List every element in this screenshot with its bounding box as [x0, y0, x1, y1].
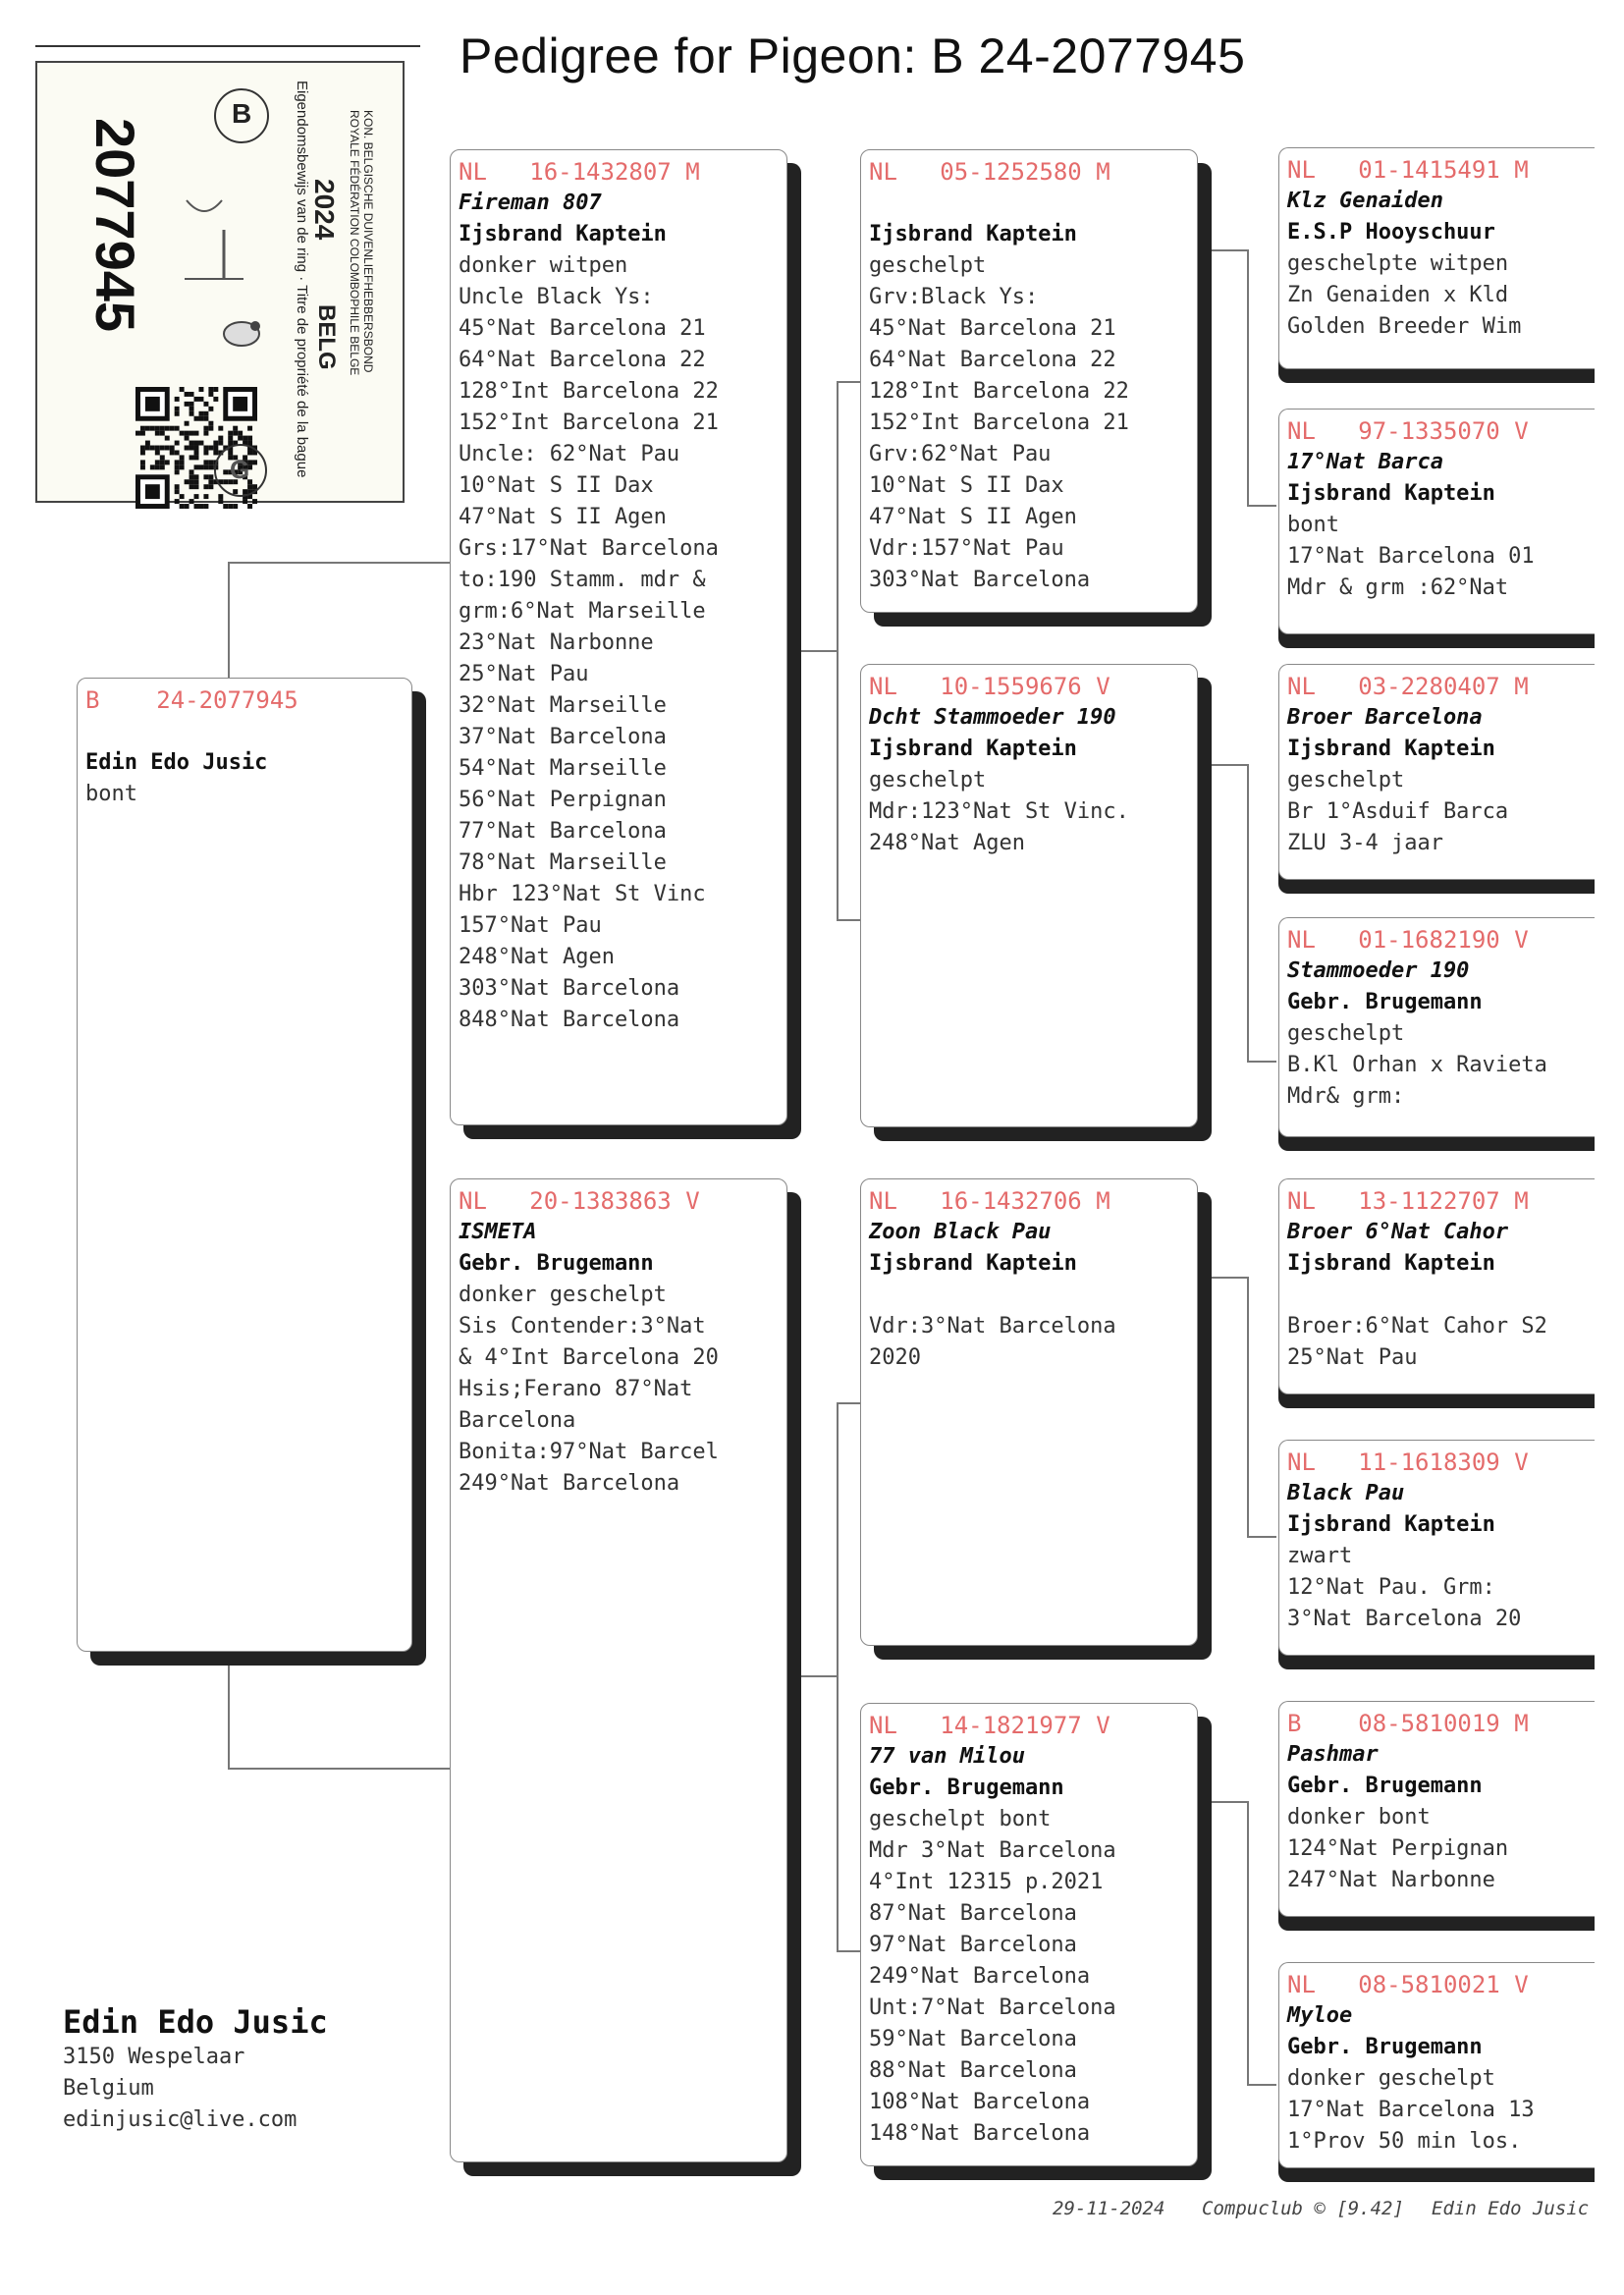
breeder-name: Ijsbrand Kaptein	[1287, 481, 1495, 506]
pigeon-info-line: donker geschelpt	[459, 1283, 667, 1307]
ring-id: NL 11-1618309 V	[1287, 1448, 1529, 1476]
pigeon-info-line: 59°Nat Barcelona	[869, 2027, 1077, 2051]
pigeon-name: Pashmar	[1287, 1742, 1379, 1767]
breeder-name: Gebr. Brugemann	[459, 1251, 654, 1276]
pigeon-info-line: 1°Prov 50 min los.	[1287, 2129, 1522, 2154]
great-grandparent-card-4	[1278, 917, 1595, 1137]
pigeon-info-line: Sis Contender:3°Nat	[459, 1314, 706, 1339]
pigeon-info-line: Grv:Black Ys:	[869, 285, 1039, 309]
breeder-name: Ijsbrand Kaptein	[459, 222, 667, 246]
pigeon-info-line: donker bont	[1287, 1805, 1431, 1830]
pigeon-name: 77 van Milou	[869, 1744, 1025, 1769]
pigeon-info-line: Bonita:97°Nat Barcel	[459, 1440, 719, 1464]
ring-federation-nl: KON. BELGISCHE DUIVENLIEFHEBBERSBOND	[361, 110, 375, 373]
pigeon-info-line: Vdr:157°Nat Pau	[869, 536, 1064, 561]
pigeon-name: Edin Edo Jusic	[85, 750, 268, 775]
pigeon-info-line	[869, 1280, 1189, 1311]
ring-id: NL 03-2280407 M	[1287, 673, 1529, 700]
globe-logo-icon: G	[214, 444, 267, 497]
pigeon-info-line: 4°Int 12315 p.2021	[869, 1870, 1104, 1894]
connector	[801, 650, 837, 652]
owner-address: 3150 Wespelaar	[63, 2045, 245, 2069]
pigeon-name: ISMETA	[459, 1220, 537, 1244]
pigeon-info-line: donker geschelpt	[1287, 2066, 1495, 2091]
breeder-name: Ijsbrand Kaptein	[869, 737, 1077, 761]
pigeon-info-line: 17°Nat Barcelona 01	[1287, 544, 1535, 569]
sire-card	[450, 149, 787, 1125]
ring-slot-icon	[185, 132, 244, 299]
pigeon-info-line: Broer:6°Nat Cahor S2	[1287, 1314, 1547, 1339]
pigeon-info-line: 152°Int Barcelona 21	[459, 410, 719, 435]
breeder-name: Ijsbrand Kaptein	[869, 222, 1077, 246]
pigeon-info-line: 64°Nat Barcelona 22	[459, 348, 706, 372]
connector	[1212, 1277, 1247, 1279]
ring-id: NL 14-1821977 V	[869, 1712, 1110, 1739]
breeder-name: Ijsbrand Kaptein	[1287, 737, 1495, 761]
pigeon-info-line: bont	[85, 782, 137, 806]
pigeon-info-line: 128°Int Barcelona 22	[869, 379, 1129, 404]
pigeon-info-line: geschelpte witpen	[1287, 251, 1509, 276]
pigeon-info-line: Hbr 123°Nat St Vinc	[459, 882, 706, 906]
footer-date: 29-11-2024	[1053, 2198, 1165, 2219]
pigeon-name	[869, 188, 1189, 219]
pigeon-info-line: Mdr 3°Nat Barcelona	[869, 1838, 1116, 1863]
owner-email: edinjusic@live.com	[63, 2107, 298, 2132]
great-grandparent-card-7	[1278, 1701, 1595, 1917]
ring-card-top-rule	[35, 45, 420, 47]
ring-id: NL 97-1335070 V	[1287, 417, 1529, 445]
pigeon-info-line: Hsis;Ferano 87°Nat	[459, 1377, 693, 1401]
pigeon-info-line: Br 1°Asduif Barca	[1287, 799, 1509, 824]
pigeon-name: Klz Genaiden	[1287, 189, 1443, 213]
subject-pigeon-card	[77, 678, 412, 1652]
breeder-name: Ijsbrand Kaptein	[1287, 1251, 1495, 1276]
pigeon-info-line: bont	[1287, 513, 1339, 537]
pigeon-info-line: Mdr:123°Nat St Vinc.	[869, 799, 1129, 824]
ring-id: NL 05-1252580 M	[869, 158, 1110, 186]
connector	[837, 1950, 862, 1952]
pigeon-info-line: Unt:7°Nat Barcelona	[869, 1995, 1116, 2020]
pigeon-info-line: 303°Nat Barcelona	[459, 976, 680, 1001]
ring-number: 2077945	[84, 118, 146, 333]
pigeon-info-line: 64°Nat Barcelona 22	[869, 348, 1116, 372]
pigeon-info-line: 128°Int Barcelona 22	[459, 379, 719, 404]
pigeon-info-line: 248°Nat Agen	[459, 945, 615, 969]
ring-country: BELG	[313, 304, 340, 370]
breeder-name: Gebr. Brugemann	[869, 1776, 1064, 1800]
pigeon-info-line: 23°Nat Narbonne	[459, 630, 654, 655]
pigeon-name: Broer 6°Nat Cahor	[1287, 1220, 1509, 1244]
ring-id: NL 13-1122707 M	[1287, 1187, 1529, 1215]
pigeon-info-line: 88°Nat Barcelona	[869, 2058, 1077, 2083]
ring-id: NL 16-1432706 M	[869, 1187, 1110, 1215]
pigeon-info-line: to:190 Stamm. mdr &	[459, 568, 706, 592]
great-grandparent-card-3	[1278, 664, 1595, 880]
connector	[228, 562, 450, 564]
ring-id: NL 16-1432807 M	[459, 158, 700, 186]
pigeon-info-line: 10°Nat S II Dax	[869, 473, 1064, 498]
pigeon-info-line: 47°Nat S II Agen	[869, 505, 1077, 529]
great-grandparent-card-8	[1278, 1962, 1595, 2168]
pigeon-info-line: 12°Nat Pau. Grm:	[1287, 1575, 1495, 1600]
connector	[228, 1768, 450, 1770]
pigeon-name: Broer Barcelona	[1287, 705, 1483, 730]
pigeon-info-line: 25°Nat Pau	[459, 662, 589, 686]
pigeon-info-line: 3°Nat Barcelona 20	[1287, 1607, 1522, 1631]
great-grandparent-card-5	[1278, 1178, 1595, 1394]
pigeon-info-line: 17°Nat Barcelona 13	[1287, 2098, 1535, 2122]
federation-logo-icon: B	[214, 88, 269, 143]
pigeon-info-line: 56°Nat Perpignan	[459, 788, 667, 812]
pigeon-info-line: 45°Nat Barcelona 21	[459, 316, 706, 341]
pigeon-info-line: Uncle: 62°Nat Pau	[459, 442, 680, 466]
pigeon-info-line: 45°Nat Barcelona 21	[869, 316, 1116, 341]
pigeon-info-line: Grs:17°Nat Barcelona	[459, 536, 719, 561]
pigeon-info-line: zwart	[1287, 1544, 1353, 1568]
connector	[1247, 764, 1249, 1061]
page-title: Pedigree for Pigeon: B 24-2077945	[460, 28, 1246, 83]
pigeon-info-line: 77°Nat Barcelona	[459, 819, 667, 844]
pigeon-info-line: 10°Nat S II Dax	[459, 473, 654, 498]
pigeon-info-line: Uncle Black Ys:	[459, 285, 654, 309]
connector	[801, 1675, 837, 1677]
pigeon-name: 17°Nat Barca	[1287, 450, 1443, 474]
pigeon-info-line: 124°Nat Perpignan	[1287, 1836, 1509, 1861]
breeder-name: Gebr. Brugemann	[1287, 1774, 1483, 1798]
connector	[228, 562, 230, 678]
pigeon-info-line	[1287, 1280, 1587, 1311]
connector	[837, 1402, 862, 1404]
pigeon-info-line: 248°Nat Agen	[869, 831, 1025, 855]
pigeon-info-line: Vdr:3°Nat Barcelona	[869, 1314, 1116, 1339]
footer-software: Compuclub © [9.42]	[1202, 2198, 1404, 2219]
ring-id: NL 08-5810021 V	[1287, 1971, 1529, 1998]
footer-owner: Edin Edo Jusic	[1432, 2198, 1590, 2219]
pigeon-info-line: 249°Nat Barcelona	[869, 1964, 1091, 1989]
connector	[1247, 1277, 1249, 1536]
ring-id: B 24-2077945	[85, 686, 298, 714]
ring-id: NL 10-1559676 V	[869, 673, 1110, 700]
pigeon-info-line: geschelpt	[1287, 768, 1405, 792]
pigeon-info-line: 2020	[869, 1345, 921, 1370]
pigeon-info-line: geschelpt bont	[869, 1807, 1052, 1831]
connector	[1247, 2084, 1276, 2086]
pigeon-info-line: 47°Nat S II Agen	[459, 505, 667, 529]
owner-country: Belgium	[63, 2076, 154, 2101]
connector	[837, 381, 862, 383]
pigeon-name: Black Pau	[1287, 1481, 1405, 1505]
connector	[837, 919, 862, 921]
pigeon-info-line: 97°Nat Barcelona	[869, 1933, 1077, 1957]
pigeon-emblem-icon	[220, 312, 263, 352]
great-grandparent-card-1	[1278, 147, 1595, 369]
connector	[837, 381, 839, 921]
breeder-name: Gebr. Brugemann	[1287, 2035, 1483, 2059]
pigeon-info-line: 249°Nat Barcelona	[459, 1471, 680, 1496]
connector	[1247, 1536, 1276, 1538]
pigeon-info-line: & 4°Int Barcelona 20	[459, 1345, 719, 1370]
breeder-name: Ijsbrand Kaptein	[869, 1251, 1077, 1276]
ring-id: NL 20-1383863 V	[459, 1187, 700, 1215]
ring-ownership-text: Eigendomsbewijs van de ring · Titre de propriété de la bague	[294, 81, 310, 478]
connector	[1212, 1801, 1247, 1803]
pigeon-info-line: Mdr& grm:	[1287, 1084, 1405, 1109]
pigeon-name: Myloe	[1287, 2003, 1353, 2028]
connector	[1212, 249, 1247, 251]
ring-id: NL 01-1682190 V	[1287, 926, 1529, 954]
pigeon-info-line: Zn Genaiden x Kld	[1287, 283, 1509, 307]
pigeon-info-line: Barcelona	[459, 1408, 576, 1433]
connector	[1247, 1801, 1249, 2086]
pigeon-info-line: 848°Nat Barcelona	[459, 1008, 680, 1032]
pigeon-info-line: ZLU 3-4 jaar	[1287, 831, 1443, 855]
ring-id: NL 01-1415491 M	[1287, 156, 1529, 184]
pigeon-info-line: donker witpen	[459, 253, 628, 278]
pigeon-info-line: 108°Nat Barcelona	[869, 2090, 1091, 2114]
great-grandparent-card-6	[1278, 1440, 1595, 1656]
pigeon-info-line: 87°Nat Barcelona	[869, 1901, 1077, 1926]
pigeon-info-line: 157°Nat Pau	[459, 913, 602, 938]
breeder-name: Ijsbrand Kaptein	[1287, 1512, 1495, 1537]
breeder-name: E.S.P Hooyschuur	[1287, 220, 1495, 245]
connector	[1247, 249, 1249, 505]
grandparent-card-4	[860, 1703, 1198, 2166]
ring-federation-fr: ROYALE FÉDÉRATION COLOMBOPHILE BELGE	[348, 110, 361, 376]
pigeon-info-line: geschelpt	[869, 768, 987, 792]
pigeon-info-line: geschelpt	[1287, 1021, 1405, 1046]
pigeon-info-line: 303°Nat Barcelona	[869, 568, 1091, 592]
pigeon-info-line: 78°Nat Marseille	[459, 850, 667, 875]
connector	[1212, 764, 1247, 766]
grandparent-card-1	[860, 149, 1198, 613]
pigeon-name: Stammoeder 190	[1287, 958, 1470, 983]
grandparent-card-2	[860, 664, 1198, 1127]
pigeon-info-line: geschelpt	[869, 253, 987, 278]
connector	[228, 1650, 230, 1768]
ring-id: B 08-5810019 M	[1287, 1710, 1529, 1737]
connector	[1247, 1061, 1276, 1063]
pigeon-info-line: 247°Nat Narbonne	[1287, 1868, 1495, 1892]
owner-name: Edin Edo Jusic	[63, 2003, 328, 2041]
pigeon-info-line: 32°Nat Marseille	[459, 693, 667, 718]
pigeon-info-line: 37°Nat Barcelona	[459, 725, 667, 749]
pigeon-info-line: grm:6°Nat Marseille	[459, 599, 706, 624]
dam-card	[450, 1178, 787, 2162]
pigeon-name: Dcht Stammoeder 190	[869, 705, 1116, 730]
pigeon-info-line: 152°Int Barcelona 21	[869, 410, 1129, 435]
pigeon-name: Fireman 807	[459, 191, 602, 215]
pigeon-name: Zoon Black Pau	[869, 1220, 1052, 1244]
pigeon-info-line: 54°Nat Marseille	[459, 756, 667, 781]
pigeon-info-line: 148°Nat Barcelona	[869, 2121, 1091, 2146]
breeder-name: Gebr. Brugemann	[1287, 990, 1483, 1014]
connector	[1247, 505, 1276, 507]
connector	[837, 1402, 839, 1952]
pigeon-info-line: Grv:62°Nat Pau	[869, 442, 1052, 466]
pigeon-info-line: 25°Nat Pau	[1287, 1345, 1418, 1370]
pigeon-info-line: B.Kl Orhan x Ravieta	[1287, 1053, 1547, 1077]
great-grandparent-card-2	[1278, 409, 1595, 634]
ring-year: 2024	[309, 179, 340, 241]
grandparent-card-3	[860, 1178, 1198, 1646]
pigeon-info-line: Mdr & grm :62°Nat	[1287, 575, 1509, 600]
pigeon-info-line: Golden Breeder Wim	[1287, 314, 1522, 339]
